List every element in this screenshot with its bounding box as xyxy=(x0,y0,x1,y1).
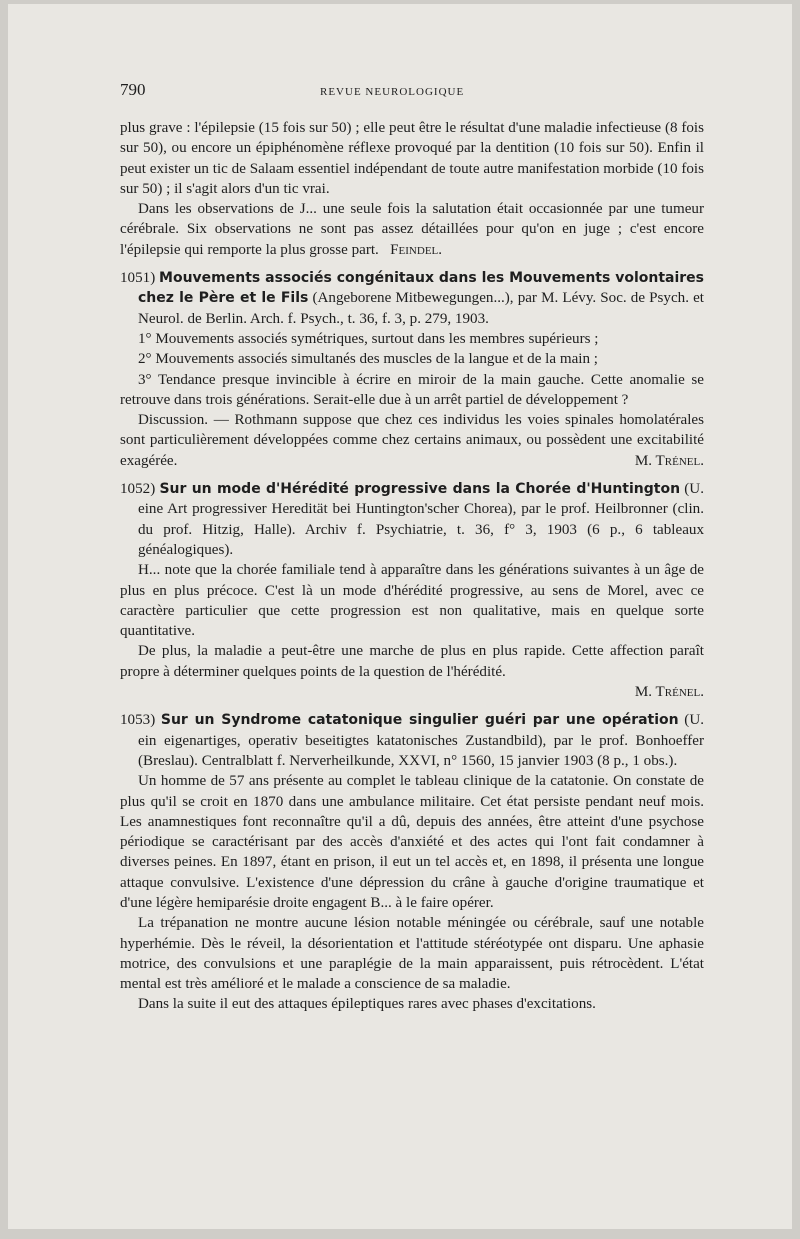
signature: Feindel. xyxy=(390,241,443,258)
entry-heading xyxy=(120,710,704,771)
paragraph: 2° Mouvements associés simultanés des muscles de la langue et de la main ; xyxy=(138,351,598,368)
running-head: REVUE NEUROLOGIQUE xyxy=(320,86,465,98)
entry-reference: (Angeborene Mitbewegungen...), par M. Lévy. Soc. de Psych. et Neurol. de Berlin. Arch. f. Psych., t. 36, f. 3, p. 279, 1903. xyxy=(138,290,704,327)
page-header xyxy=(120,80,704,100)
abstract-entry xyxy=(120,710,704,1014)
signature: M. Trénel. xyxy=(634,452,704,469)
abstract-entry xyxy=(120,268,704,471)
entry-heading xyxy=(120,268,704,329)
entry-title: Sur un mode d'Hérédité progressive dans la Chorée d'Huntington xyxy=(159,481,681,498)
paragraph-text: Dans les observations de J... une seule fois la salutation était occasionnée par une tumeur cérébrale. Six observations ne sont pas assez détaillées pour qu'on en juge ; c'est encore l'épilepsie qui remporte la plus grosse part. xyxy=(120,201,704,258)
paragraph: Dans la suite il eut des attaques épileptiques rares avec phases d'excitations. xyxy=(138,996,596,1013)
paragraph: H... note que la chorée familiale tend à apparaître dans les générations suivantes à un âge de plus en plus précoce. C'est là un mode d'hérédité progressive, au sens de Morel, avec ce caractère particulier que cette progression est non qualitative, mais en quelque sorte quantitative. xyxy=(120,562,704,640)
entry-title: Sur un Syndrome catatonique singulier guéri par une opération xyxy=(160,712,679,729)
paragraph xyxy=(120,199,704,260)
paragraph: La trépanation ne montre aucune lésion notable méningée ou cérébrale, sauf une notable hyperhémie. Dès le réveil, la désorientation et l'attitude stéréotypée ont disparu. Une aphasie motrice, des convulsions et une paraplégie de la main apparaissent, puis rétrocèdent. L'état mental est très amélioré et le malade a conscience de sa maladie. xyxy=(120,915,704,993)
entry-reference: (U. ein eigenartiges, operativ beseitigtes katatonisches Zustandbild), par le prof. Bonhoeffer (Breslau). Centralblatt f. Nerverheilkunde, XXVI, n° 1560, 15 janvier 1903 (8 p., 1 obs.). xyxy=(138,712,704,769)
document-page xyxy=(8,4,792,1229)
paragraph: 1° Mouvements associés symétriques, surtout dans les membres supérieurs ; xyxy=(138,330,599,347)
paragraph xyxy=(120,410,704,471)
paragraph: De plus, la maladie a peut-être une marche de plus en plus rapide. Cette affection paraît propre à déterminer quelques points de la question de l'hérédité. xyxy=(120,643,704,680)
paragraph: 3° Tendance presque invincible à écrire en miroir de la main gauche. Cette anomalie se retrouve dans trois générations. Serait-elle due à un arrêt partiel de développement ? xyxy=(120,371,704,408)
entry-reference: (U. eine Art progressiver Heredität bei Huntington'scher Chorea), par le prof. Heilbronner (clin. du prof. Hitzig, Halle). Archiv f. Psychiatrie, t. 36, f° 3, 1903 (6 p., 6 tableaux généalogiques). xyxy=(138,481,704,558)
entry-heading xyxy=(120,479,704,560)
paragraph: plus grave : l'épilepsie (15 fois sur 50) ; elle peut être le résultat d'une maladie infectieuse (8 fois sur 50), ou encore un épiphénomène réflexe provoqué par la dentition (10 fois sur 50). Enfin il peut exister un tic de Salaam essentiel indépendant de toute autre manifestation morbide (10 fois sur 50) ; il s'agit alors d'un tic vrai. xyxy=(120,120,704,197)
entry-number: 1053) xyxy=(120,712,156,729)
abstract-entry xyxy=(120,479,704,702)
signature: M. Trénel. xyxy=(634,684,704,701)
paragraph-text: Discussion. — Rothmann suppose que chez ces individus les voies spinales homolatérales sont particulièrement développées comme chez certains animaux, ou possèdent une excitabilité exagérée. xyxy=(120,412,704,469)
paragraph: Un homme de 57 ans présente au complet le tableau clinique de la catatonie. On constate de plus qu'il se croit en 1870 dans une ambulance militaire. Cet état persiste pendant neuf mois. Les anamnestiques font reconnaître qu'il a dû, depuis des années, être atteint d'une psychose périodique se caractérisant par des accès d'anxiété et des actes qui l'ont fait condamner à diverses peines. En 1897, étant en prison, il eut un tel accès et, en 1898, il présenta une longue attaque convulsive. L'existence d'une dépression du crâne à gauche d'origine traumatique et d'une légère hemiparésie droite engagent B... à le faire opérer. xyxy=(120,773,704,911)
page-number: 790 xyxy=(120,80,146,99)
entry-title: Mouvements associés congénitaux dans les Mouvements volontaires chez le Père et le Fils xyxy=(138,270,705,307)
entry-number: 1051) xyxy=(120,270,156,287)
entry-number: 1052) xyxy=(120,481,156,498)
